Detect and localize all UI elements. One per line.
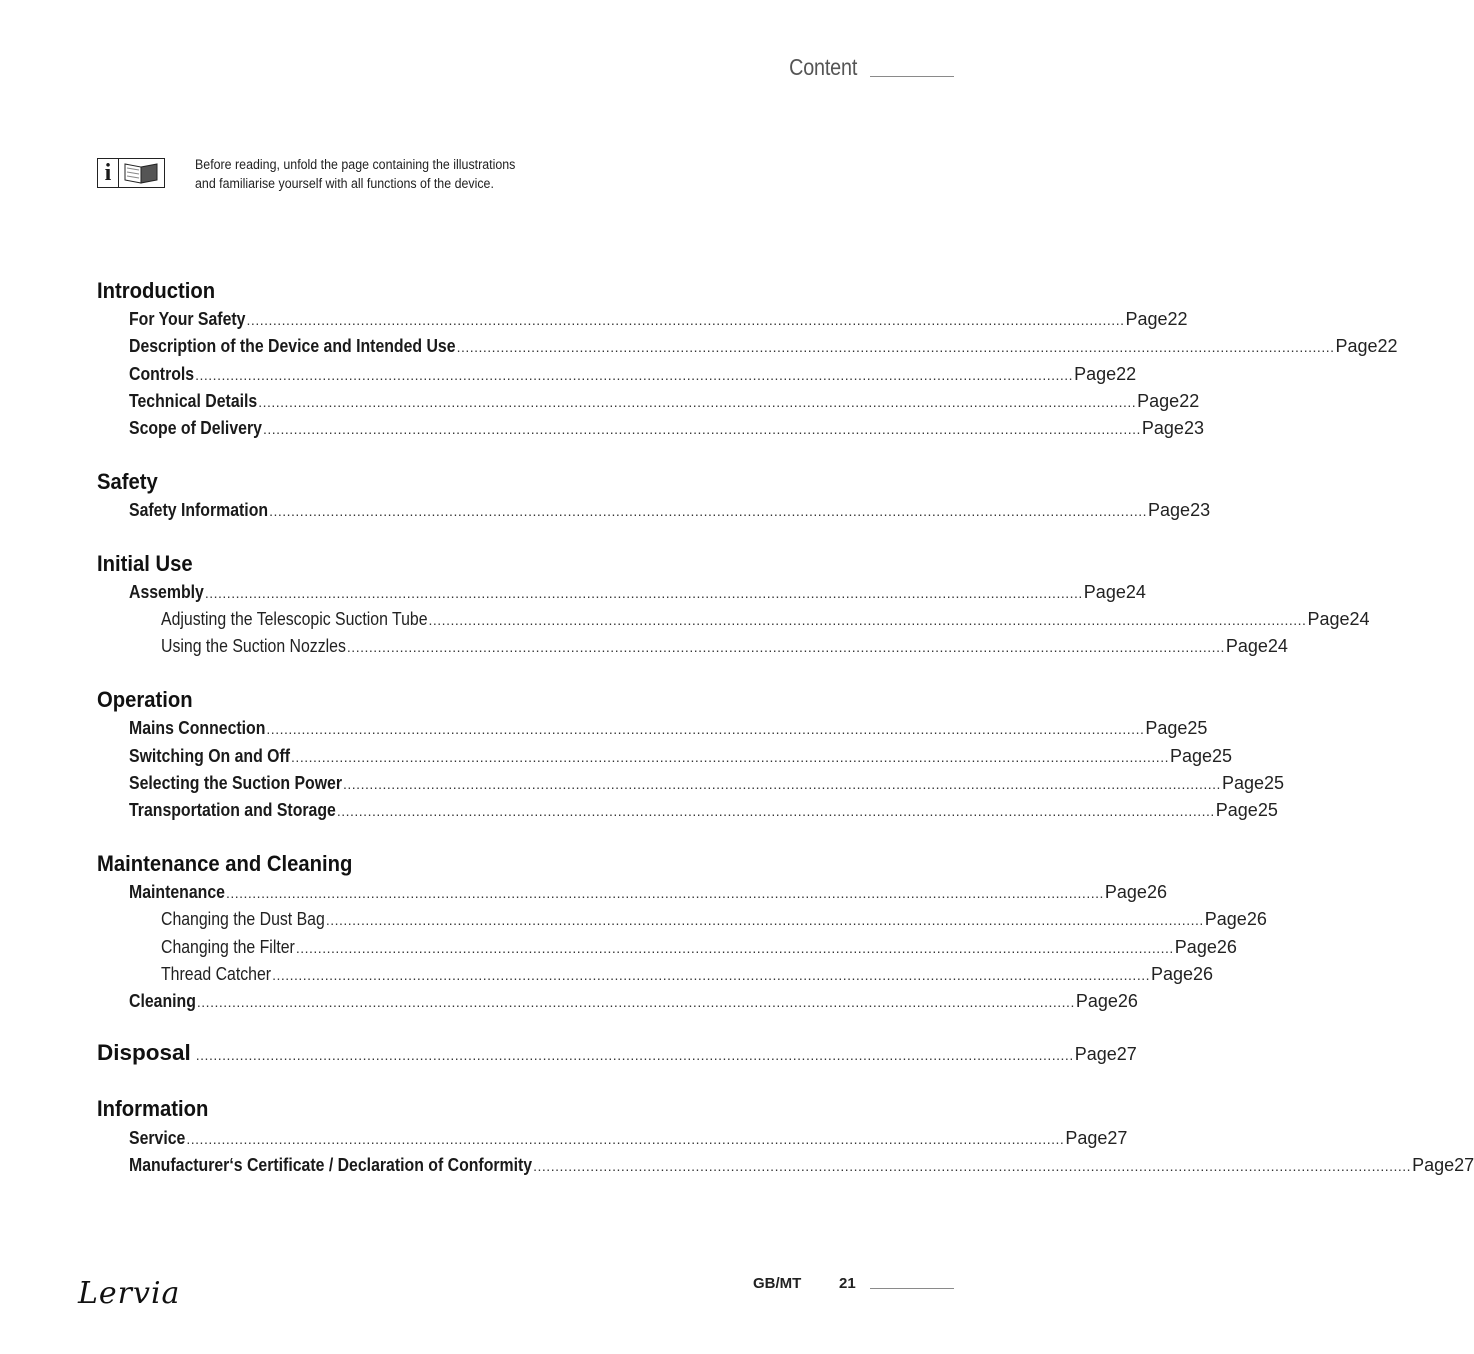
section-title-introduction: Introduction bbox=[97, 278, 216, 303]
page-number: 25 bbox=[1212, 746, 1233, 766]
footer-rule bbox=[870, 1288, 954, 1289]
section-title-safety: Safety bbox=[97, 469, 158, 494]
dot-leader: ........................................................................................................................................................................................................ bbox=[272, 967, 1150, 983]
dot-leader: ........................................................................................................................................................................................................ bbox=[186, 1131, 1065, 1147]
toc-entry[interactable] bbox=[129, 718, 1208, 740]
toc-entry-title: Using the Suction Nozzles bbox=[161, 636, 346, 656]
dot-leader: ........................................................................................................................................................................................................ bbox=[196, 994, 1075, 1010]
header-rule bbox=[870, 76, 954, 77]
page-number: 25 bbox=[1187, 718, 1208, 738]
page-number: 23 bbox=[1183, 418, 1204, 438]
toc-entry[interactable] bbox=[129, 418, 1204, 440]
section-title-disposal: Disposal bbox=[97, 1040, 191, 1065]
dot-leader: ........................................................................................................................................................................................................ bbox=[325, 912, 1204, 928]
page-number: 22 bbox=[1116, 364, 1137, 384]
toc-subentry[interactable] bbox=[161, 909, 1267, 931]
open-book-icon bbox=[119, 158, 165, 188]
page-number: 22 bbox=[1179, 391, 1200, 411]
toc-entry[interactable] bbox=[129, 391, 1200, 413]
info-note-line-1: Before reading, unfold the page containing the illustrations bbox=[195, 157, 516, 172]
page-label: Page bbox=[1151, 964, 1194, 984]
toc-subentry[interactable] bbox=[161, 937, 1237, 959]
toc-entry-title: Maintenance bbox=[129, 882, 225, 902]
page-number: 24 bbox=[1125, 582, 1146, 602]
toc-entry-title: For Your Safety bbox=[129, 309, 246, 329]
page-header-title: Content bbox=[788, 54, 857, 80]
toc-entry-title: Description of the Device and Intended Use bbox=[129, 336, 456, 356]
section-title-initial-use: Initial Use bbox=[97, 551, 193, 576]
dot-leader: ........................................................................................................................................................................................................ bbox=[346, 639, 1225, 655]
page-number: 24 bbox=[1267, 636, 1288, 656]
info-note-line-2: and familiarise yourself with all functions of the device. bbox=[195, 176, 494, 191]
page-label: Page bbox=[1412, 1155, 1455, 1175]
toc-entry-disposal[interactable] bbox=[97, 1040, 1137, 1068]
info-note bbox=[195, 155, 515, 193]
toc-entry[interactable] bbox=[129, 364, 1137, 386]
toc-subentry[interactable] bbox=[161, 636, 1288, 658]
section-title-operation: Operation bbox=[97, 687, 193, 712]
toc-entry[interactable] bbox=[129, 746, 1233, 768]
toc-entry[interactable] bbox=[129, 882, 1167, 904]
dot-leader: ........................................................................................................................................................................................................ bbox=[291, 749, 1169, 765]
toc-entry-title: Manufacturer‘s Certificate / Declaration of Conformity bbox=[129, 1155, 533, 1175]
toc-entry-title: Cleaning bbox=[129, 991, 196, 1011]
page-label: Page bbox=[1137, 391, 1180, 411]
page-number: 26 bbox=[1216, 937, 1237, 957]
dot-leader: ........................................................................................................................................................................................................ bbox=[195, 1047, 1074, 1063]
toc-entry-title: Switching On and Off bbox=[129, 746, 291, 766]
page-number: 27 bbox=[1107, 1128, 1128, 1148]
toc-entry[interactable] bbox=[129, 773, 1285, 795]
page-number: 22 bbox=[1167, 309, 1188, 329]
page-label: Page bbox=[1074, 1044, 1117, 1064]
toc-entry-title: Changing the Dust Bag bbox=[161, 909, 325, 929]
toc-entry[interactable] bbox=[129, 800, 1278, 822]
page-label: Page bbox=[1148, 500, 1191, 520]
page-label: Page bbox=[1125, 309, 1168, 329]
page-label: Page bbox=[1083, 582, 1126, 602]
toc-entry-title: Safety Information bbox=[129, 500, 269, 520]
page-label: Page bbox=[1204, 909, 1247, 929]
page-number: 23 bbox=[1190, 500, 1211, 520]
page-number: 26 bbox=[1117, 991, 1138, 1011]
toc-entry-title: Adjusting the Telescopic Suction Tube bbox=[161, 609, 428, 629]
page-number: 26 bbox=[1146, 882, 1167, 902]
page-label: Page bbox=[1075, 991, 1118, 1011]
dot-leader: ........................................................................................................................................................................................................ bbox=[295, 940, 1174, 956]
toc-entry-title: Scope of Delivery bbox=[129, 418, 262, 438]
toc-subentry[interactable] bbox=[161, 964, 1214, 986]
toc-entry-title: Assembly bbox=[129, 582, 204, 602]
page-label: Page bbox=[1174, 937, 1217, 957]
toc-entry-title: Thread Catcher bbox=[161, 964, 272, 984]
section-title-information: Information bbox=[97, 1096, 209, 1121]
page-label: Page bbox=[1141, 418, 1184, 438]
dot-leader: ........................................................................................................................................................................................................ bbox=[266, 721, 1145, 737]
page-label: Page bbox=[1335, 336, 1378, 356]
toc-entry-title: Mains Connection bbox=[129, 718, 266, 738]
page-number: 24 bbox=[1349, 609, 1370, 629]
footer-page-number: 21 bbox=[839, 1275, 856, 1292]
page-label: Page bbox=[1065, 1128, 1108, 1148]
toc-entry-title: Controls bbox=[129, 364, 195, 384]
info-i-icon: i bbox=[97, 158, 119, 188]
dot-leader: ........................................................................................................................................................................................................ bbox=[195, 367, 1074, 383]
page-number: 27 bbox=[1454, 1155, 1474, 1175]
dot-leader: ........................................................................................................................................................................................................ bbox=[456, 339, 1335, 355]
section-title-maintenance-and-cleaning: Maintenance and Cleaning bbox=[97, 851, 353, 876]
dot-leader: ........................................................................................................................................................................................................ bbox=[336, 803, 1215, 819]
footer-language-code: GB/MT bbox=[753, 1275, 802, 1292]
page-label: Page bbox=[1074, 364, 1117, 384]
page-label: Page bbox=[1104, 882, 1147, 902]
page-label: Page bbox=[1145, 718, 1188, 738]
page-number: 26 bbox=[1193, 964, 1214, 984]
dot-leader: ........................................................................................................................................................................................................ bbox=[428, 612, 1307, 628]
dot-leader: ........................................................................................................................................................................................................ bbox=[269, 503, 1148, 519]
toc-entry[interactable] bbox=[129, 500, 1211, 522]
page-number: 27 bbox=[1116, 1044, 1137, 1064]
page-label: Page bbox=[1215, 800, 1258, 820]
dot-leader: ........................................................................................................................................................................................................ bbox=[262, 421, 1141, 437]
toc-entry-title: Technical Details bbox=[129, 391, 258, 411]
page-label: Page bbox=[1169, 746, 1213, 766]
dot-leader: ........................................................................................................................................................................................................ bbox=[258, 394, 1137, 410]
toc-entry-title: Changing the Filter bbox=[161, 937, 295, 957]
dot-leader: ........................................................................................................................................................................................................ bbox=[246, 312, 1125, 328]
page-number: 25 bbox=[1264, 773, 1285, 793]
toc-entry-title: Service bbox=[129, 1128, 186, 1148]
dot-leader: ........................................................................................................................................................................................................ bbox=[533, 1158, 1412, 1174]
dot-leader: ........................................................................................................................................................................................................ bbox=[225, 885, 1104, 901]
toc-entry[interactable] bbox=[129, 336, 1398, 358]
toc-entry[interactable] bbox=[129, 991, 1138, 1013]
toc-entry[interactable] bbox=[129, 582, 1146, 604]
toc-subentry[interactable] bbox=[161, 609, 1370, 631]
toc-entry[interactable] bbox=[129, 309, 1188, 331]
dot-leader: ........................................................................................................................................................................................................ bbox=[343, 776, 1221, 792]
page-label: Page bbox=[1221, 773, 1264, 793]
toc-entry[interactable] bbox=[129, 1128, 1128, 1150]
brand-logo: Lervia bbox=[78, 1276, 181, 1311]
toc-entry[interactable] bbox=[129, 1155, 1474, 1177]
toc-entry-title: Transportation and Storage bbox=[129, 800, 336, 820]
page-number: 25 bbox=[1257, 800, 1278, 820]
page-label: Page bbox=[1225, 636, 1268, 656]
dot-leader: ........................................................................................................................................................................................................ bbox=[204, 585, 1083, 601]
page-number: 26 bbox=[1246, 909, 1267, 929]
info-book-icon bbox=[97, 158, 165, 188]
toc-entry-title: Selecting the Suction Power bbox=[129, 773, 343, 793]
page-number: 22 bbox=[1377, 336, 1398, 356]
page-label: Page bbox=[1307, 609, 1350, 629]
